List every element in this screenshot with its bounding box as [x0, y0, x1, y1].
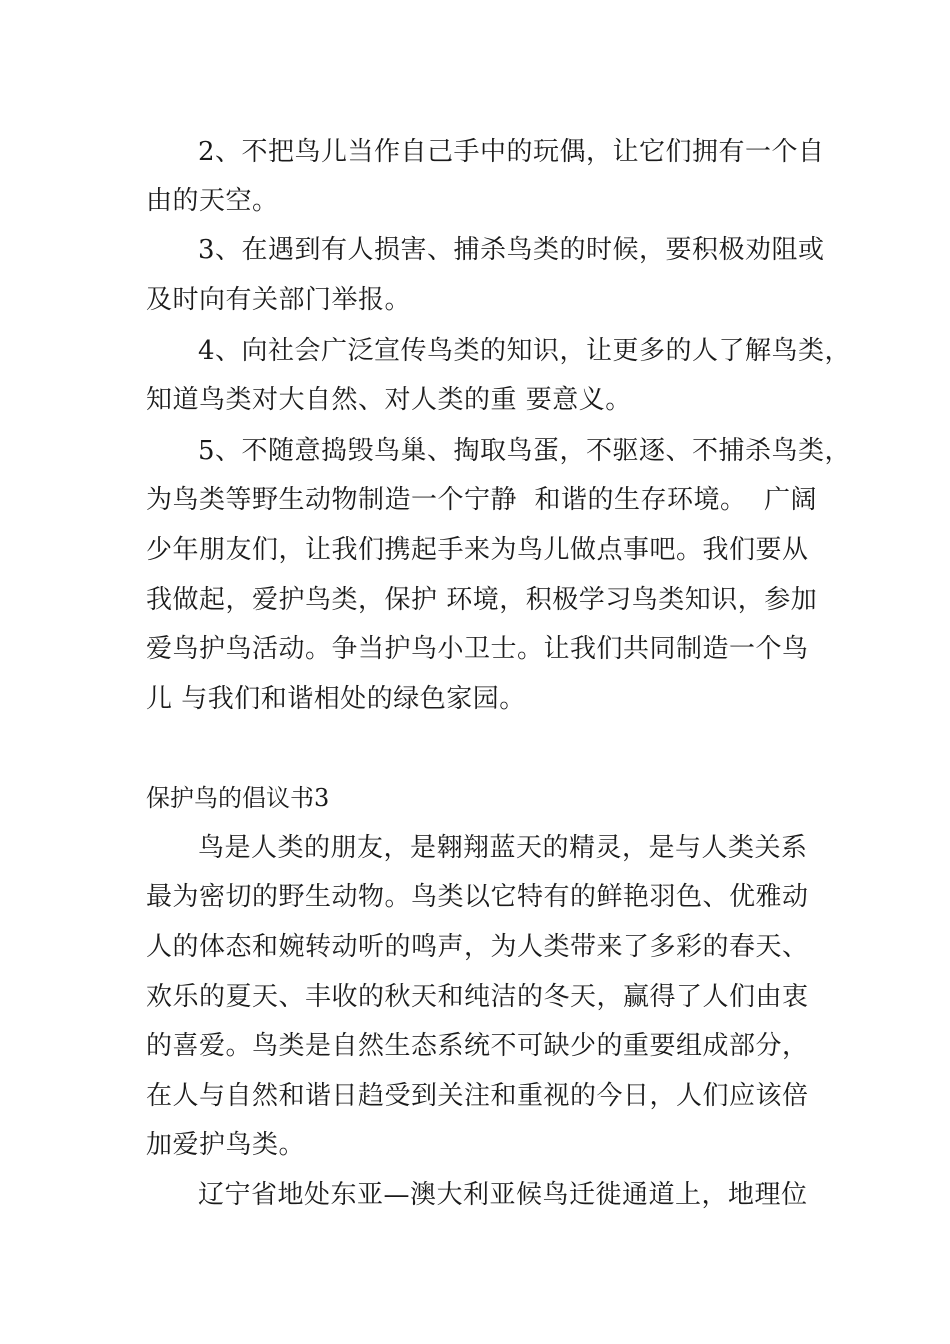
paragraph-line: 加爱护鸟类。 — [146, 1130, 306, 1160]
paragraph-line: 在人与自然和谐日趋受到关注和重视的今日，人们应该倍 — [146, 1081, 809, 1111]
paragraph-line: 5、不随意捣毁鸟巢、掏取鸟蛋，不驱逐、不捕杀鸟类， — [198, 436, 852, 466]
paragraph-line: 人的体态和婉转动听的鸣声，为人类带来了多彩的春天、 — [146, 932, 809, 962]
paragraph-line: 及时向有关部门举报。 — [146, 285, 412, 315]
paragraph-line: 鸟是人类的朋友，是翱翔蓝天的精灵，是与人类关系 — [198, 833, 808, 863]
paragraph-line: 由的天空。 — [146, 186, 279, 216]
paragraph-line: 2、不把鸟儿当作自己手中的玩偶，让它们拥有一个自 — [198, 137, 825, 167]
paragraph-line: 我做起，爱护鸟类，保护 环境，积极学习鸟类知识，参加 — [146, 585, 818, 615]
paragraph-line: 3、在遇到有人损害、捕杀鸟类的时候，要积极劝阻或 — [198, 235, 825, 265]
paragraph-line: 最为密切的野生动物。鸟类以它特有的鲜艳羽色、优雅动 — [146, 882, 809, 912]
paragraph-line: 欢乐的夏天、丰收的秋天和纯洁的冬天，赢得了人们由衷 — [146, 982, 809, 1012]
paragraph-line: 少年朋友们，让我们携起手来为鸟儿做点事吧。我们要从 — [146, 535, 809, 565]
section-heading: 保护鸟的倡议书3 — [146, 784, 330, 812]
paragraph-line: 儿 与我们和谐相处的绿色家园。 — [146, 684, 526, 714]
paragraph-line: 为鸟类等野生动物制造一个宁静 和谐的生存环境。 广阔 — [146, 485, 818, 515]
paragraph-line: 爱鸟护鸟活动。争当护鸟小卫士。让我们共同制造一个鸟 — [146, 634, 809, 664]
paragraph-line: 的喜爱。鸟类是自然生态系统不可缺少的重要组成部分， — [146, 1031, 809, 1061]
paragraph-line: 辽宁省地处东亚—澳大利亚候鸟迁徙通道上，地理位 — [198, 1180, 808, 1210]
paragraph-line: 4、向社会广泛宣传鸟类的知识，让更多的人了解鸟类， — [198, 336, 852, 366]
paragraph-line: 知道鸟类对大自然、对人类的重 要意义。 — [146, 385, 632, 415]
